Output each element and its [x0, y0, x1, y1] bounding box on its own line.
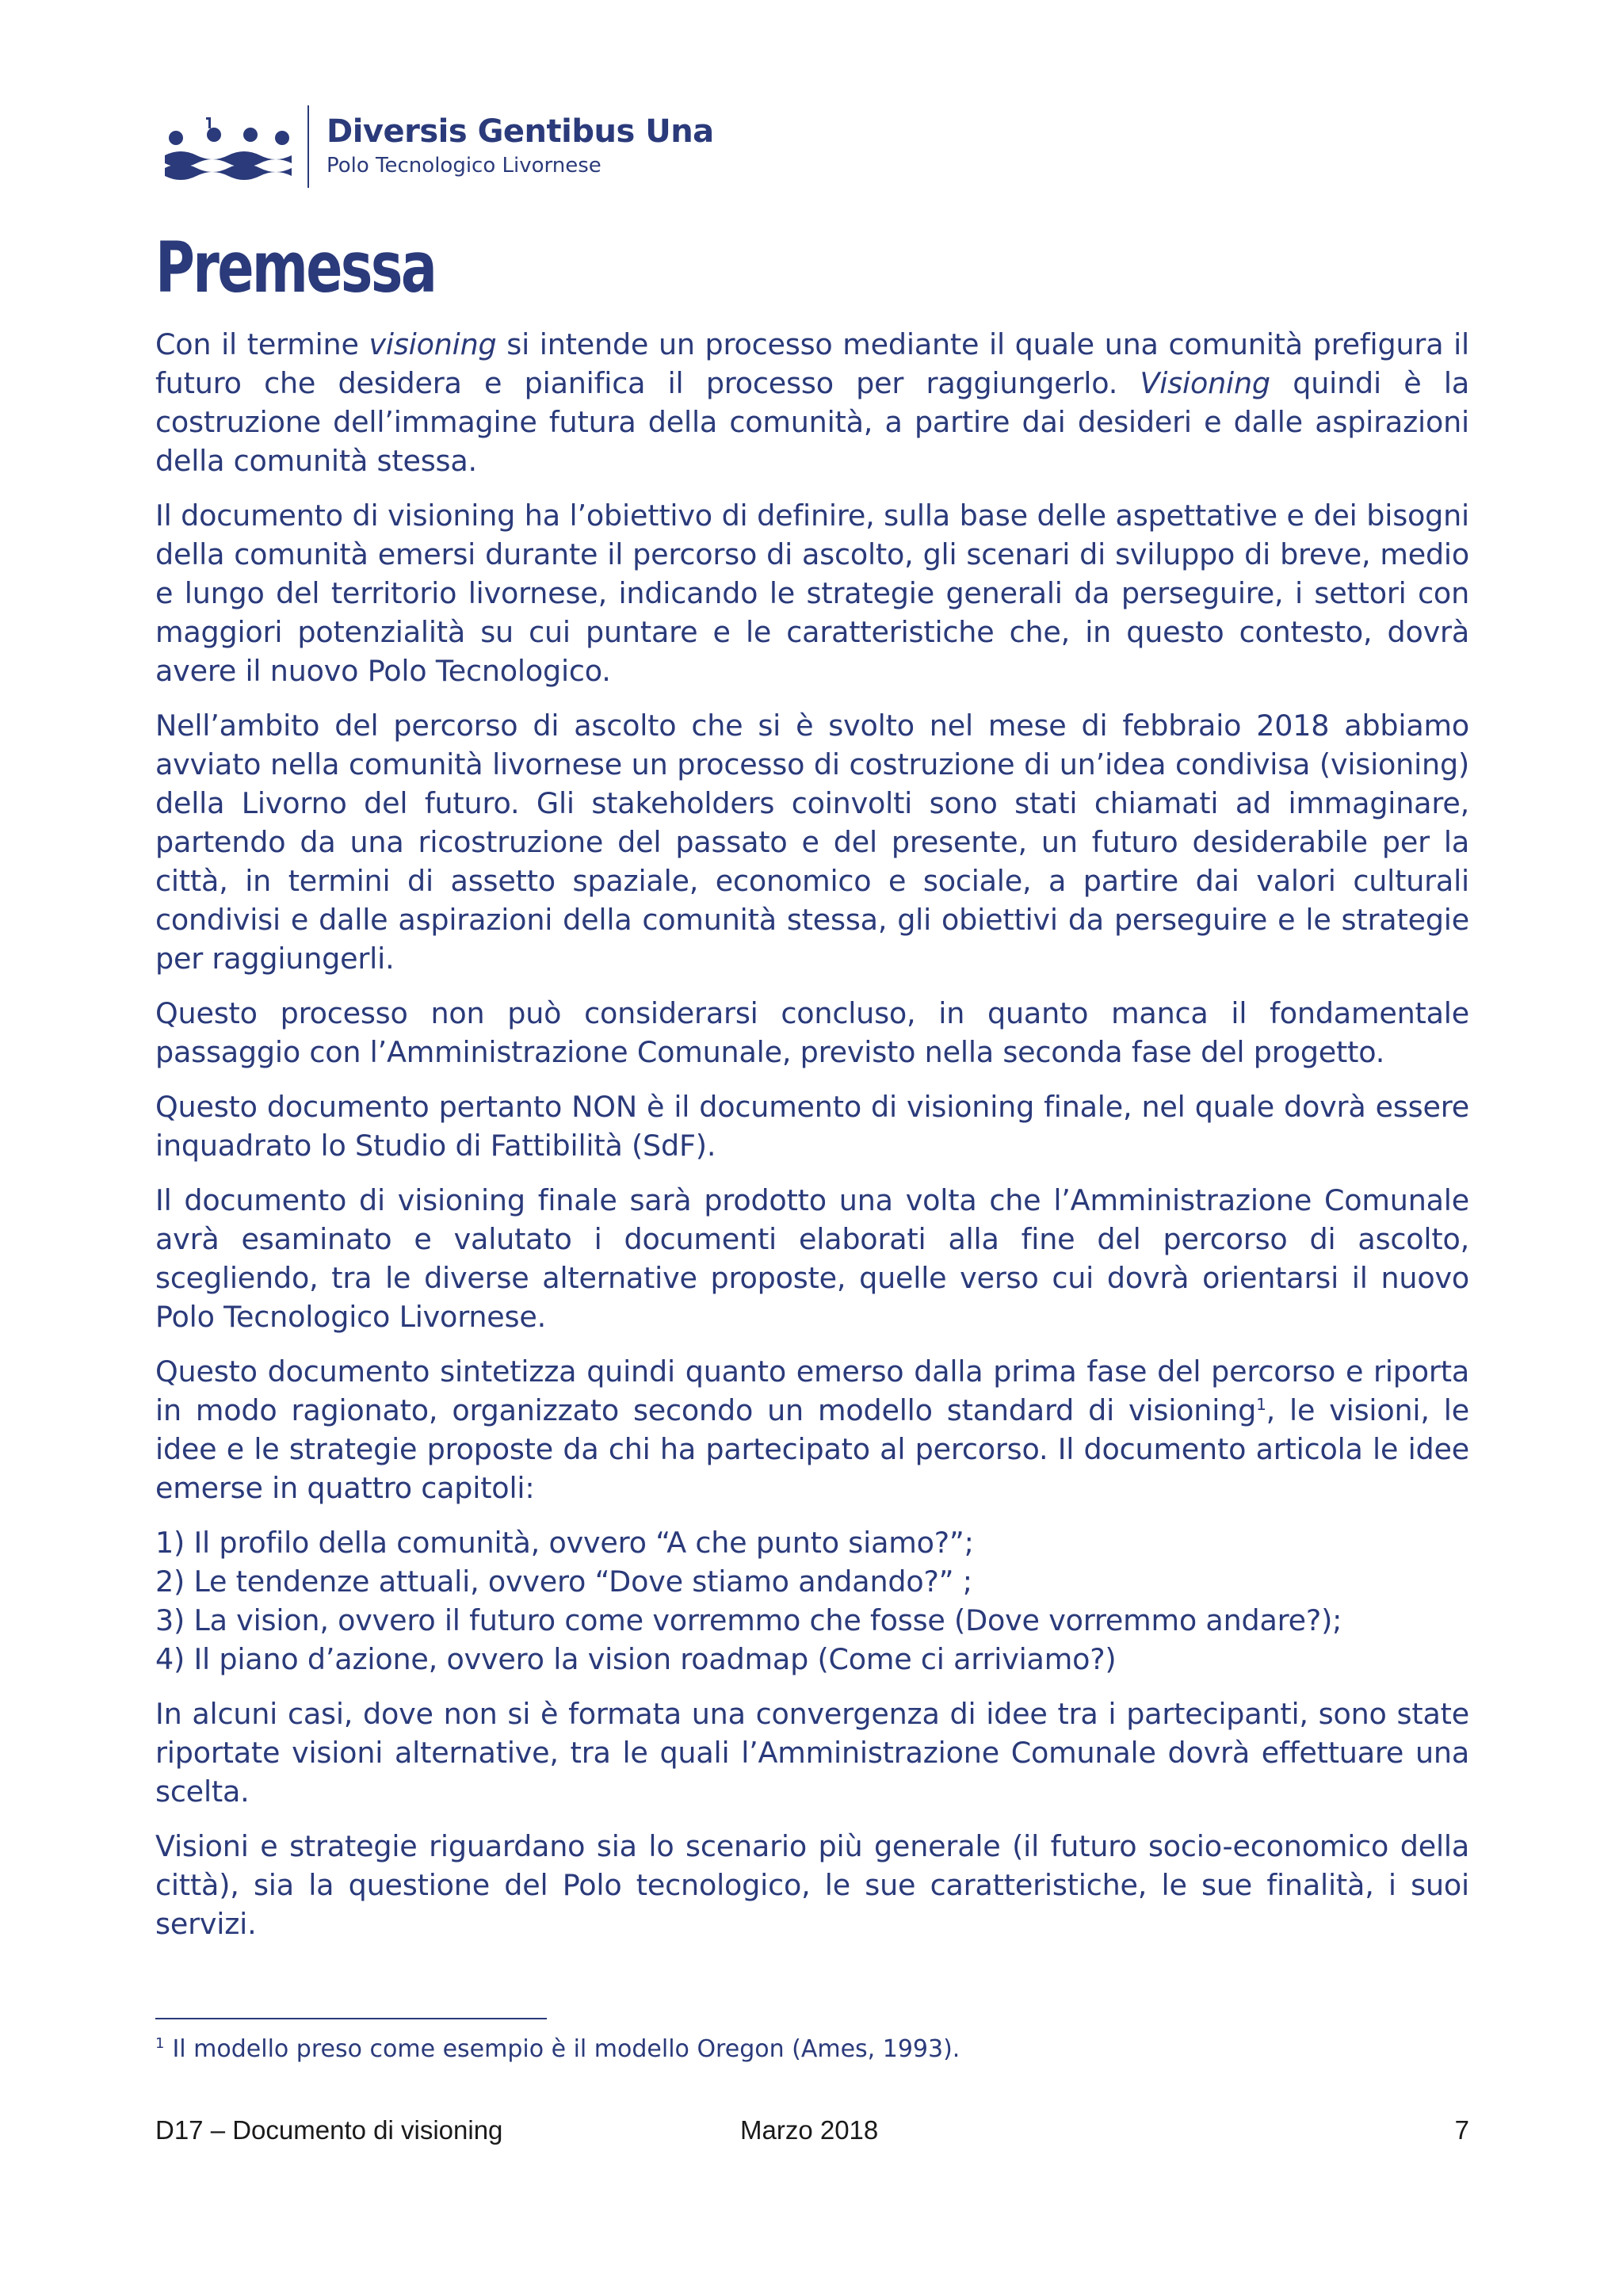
page-heading: Premessa	[155, 227, 436, 308]
footer-date: Marzo 2018	[740, 2115, 879, 2145]
footnote-separator	[155, 2018, 547, 2019]
chapter-item: 4) Il piano d’azione, ovvero la vision roadmap (Come ci arriviamo?)	[155, 1642, 1117, 1676]
paragraph-4: Questo processo non può considerarsi concluso, in quanto manca il fondamentale passaggio con l’Amministrazione Comunale, previsto nella seconda fase del progetto.	[155, 996, 1469, 1069]
logo	[165, 103, 714, 190]
paragraph-1-term-visioning: visioning	[369, 327, 497, 361]
footnote	[155, 2034, 960, 2065]
paragraph-1	[155, 325, 1469, 480]
page-footer	[155, 2113, 1469, 2148]
paragraph-7	[155, 1352, 1469, 1507]
footnote-number: 1	[155, 2035, 165, 2052]
paragraph-1-part-c: si intende un processo mediante il quale una comunità prefigura il futuro che desidera e pianifica il processo per raggiungerlo.	[155, 327, 1469, 400]
paragraph-2: Il documento di visioning ha l’obiettivo di definire, sulla base delle aspettative e dei bisogni della comunità emersi durante il percorso di ascolto, gli scenari di sviluppo di breve, medio e lungo del territorio livornese, indicando le strategie generali da perseguire, i settori con maggiori potenzialità su cui puntare e le caratteristiche che, in questo contesto, dovrà avere il nuovo Polo Tecnologico.	[155, 499, 1469, 688]
footnote-reference[interactable]: 1	[1256, 1394, 1266, 1414]
body-text	[155, 325, 1469, 1959]
paragraph-5: Questo documento pertanto NON è il documento di visioning finale, nel quale dovrà essere inquadrato lo Studio di Fattibilità (SdF).	[155, 1090, 1469, 1163]
logo-text	[327, 113, 714, 180]
paragraph-1-part-e: quindi è la costruzione dell’immagine futura della comunità, a partire dai desideri e dalle aspirazioni della comunità stessa.	[155, 366, 1469, 478]
logo-waves-icon	[165, 111, 292, 182]
chapter-item: 1) Il profilo della comunità, ovvero “A che punto siamo?”;	[155, 1526, 974, 1560]
logo-divider	[307, 105, 309, 188]
logo-subtitle: Polo Tecnologico Livornese	[327, 154, 601, 178]
paragraph-6: Il documento di visioning finale sarà prodotto una volta che l’Amministrazione Comunale avrà esaminato e valutato i documenti elaborati alla fine del percorso di ascolto, scegliendo, tra le diverse alternative proposte, quelle verso cui dovrà orientarsi il nuovo Polo Tecnologico Livornese.	[155, 1183, 1469, 1334]
footer-document-title: D17 – Documento di visioning	[155, 2115, 503, 2145]
chapter-item: 2) Le tendenze attuali, ovvero “Dove stiamo andando?” ;	[155, 1564, 972, 1599]
logo-title: Diversis Gentibus Una	[327, 113, 714, 150]
chapter-item: 3) La vision, ovvero il futuro come vorremmo che fosse (Dove vorremmo andare?);	[155, 1603, 1342, 1637]
paragraph-7-part-a: Questo documento sintetizza quindi quanto emerso dalla prima fase del percorso e riporta in modo ragionato, organizzato secondo un modello standard di visioning	[155, 1354, 1469, 1427]
paragraph-8: In alcuni casi, dove non si è formata una convergenza di idee tra i partecipanti, sono state riportate visioni alternative, tra le quali l’Amministrazione Comunale dovrà effettuare una scelta.	[155, 1697, 1469, 1809]
paragraph-7-part-b: , le visioni, le idee e le strategie proposte da chi ha partecipato al percorso. Il documento articola le idee emerse in quattro capitoli:	[155, 1393, 1469, 1505]
footer-page-number: 7	[1454, 2115, 1469, 2145]
paragraph-1-term-visioning-2: Visioning	[1140, 366, 1270, 400]
paragraph-1-part-a: Con il termine	[155, 327, 369, 361]
paragraph-9: Visioni e strategie riguardano sia lo scenario più generale (il futuro socio-economico della città), sia la questione del Polo tecnologico, le sue caratteristiche, le sue finalità, i suoi servizi.	[155, 1829, 1469, 1941]
chapter-list	[155, 1523, 1469, 1679]
footnote-text: Il modello preso come esempio è il modello Oregon (Ames, 1993).	[172, 2035, 960, 2063]
paragraph-3: Nell’ambito del percorso di ascolto che si è svolto nel mese di febbraio 2018 abbiamo avviato nella comunità livornese un processo di costruzione di un’idea condivisa (visioning) della Livorno del futuro. Gli stakeholders coinvolti sono stati chiamati ad immaginare, partendo da una ricostruzione del passato e del presente, un futuro desiderabile per la città, in termini di assetto spaziale, economico e sociale, a partire dai valori culturali condivisi e dalle aspirazioni della comunità stessa, gli obiettivi da perseguire e le strategie per raggiungerli.	[155, 709, 1469, 976]
